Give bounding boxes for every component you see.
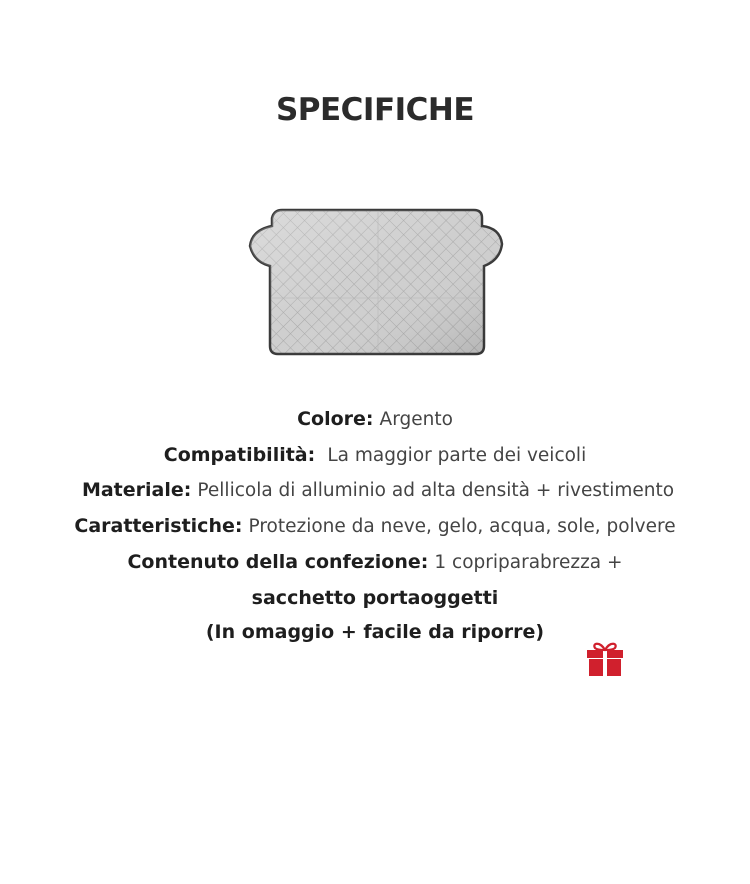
windshield-cover-image	[248, 206, 504, 358]
spec-row-contenuto-line2	[0, 581, 750, 616]
gift-icon	[586, 639, 624, 677]
spec-row-compatibilita	[0, 438, 750, 474]
spec-value: La maggior parte dei veicoli	[327, 444, 587, 466]
page-title: SPECIFICHE	[275, 92, 475, 128]
spec-row-colore	[0, 402, 750, 438]
spec-row-contenuto-line3	[0, 615, 750, 650]
spec-label: Materiale:	[81, 479, 192, 502]
spec-row-contenuto	[0, 545, 750, 581]
spec-value: Protezione da neve, gelo, acqua, sole, polvere	[248, 516, 676, 538]
spec-label: Colore:	[297, 408, 374, 430]
spec-value-bold: (In omaggio + facile da riporre)	[205, 621, 545, 644]
spec-row-materiale	[0, 473, 750, 509]
spec-label: Compatibilità:	[163, 443, 316, 466]
spec-value: 1 copriparabrezza +	[434, 551, 623, 573]
specifications-list	[0, 402, 750, 650]
spec-value-bold: sacchetto portaoggetti	[251, 586, 499, 609]
spec-value: Pellicola di alluminio ad alta densità + rivestimento	[197, 480, 675, 502]
spec-label: Caratteristiche:	[74, 515, 243, 538]
spec-value: Argento	[379, 409, 453, 430]
spec-row-caratteristiche	[0, 509, 750, 545]
spec-label: Contenuto della confezione:	[127, 550, 429, 573]
